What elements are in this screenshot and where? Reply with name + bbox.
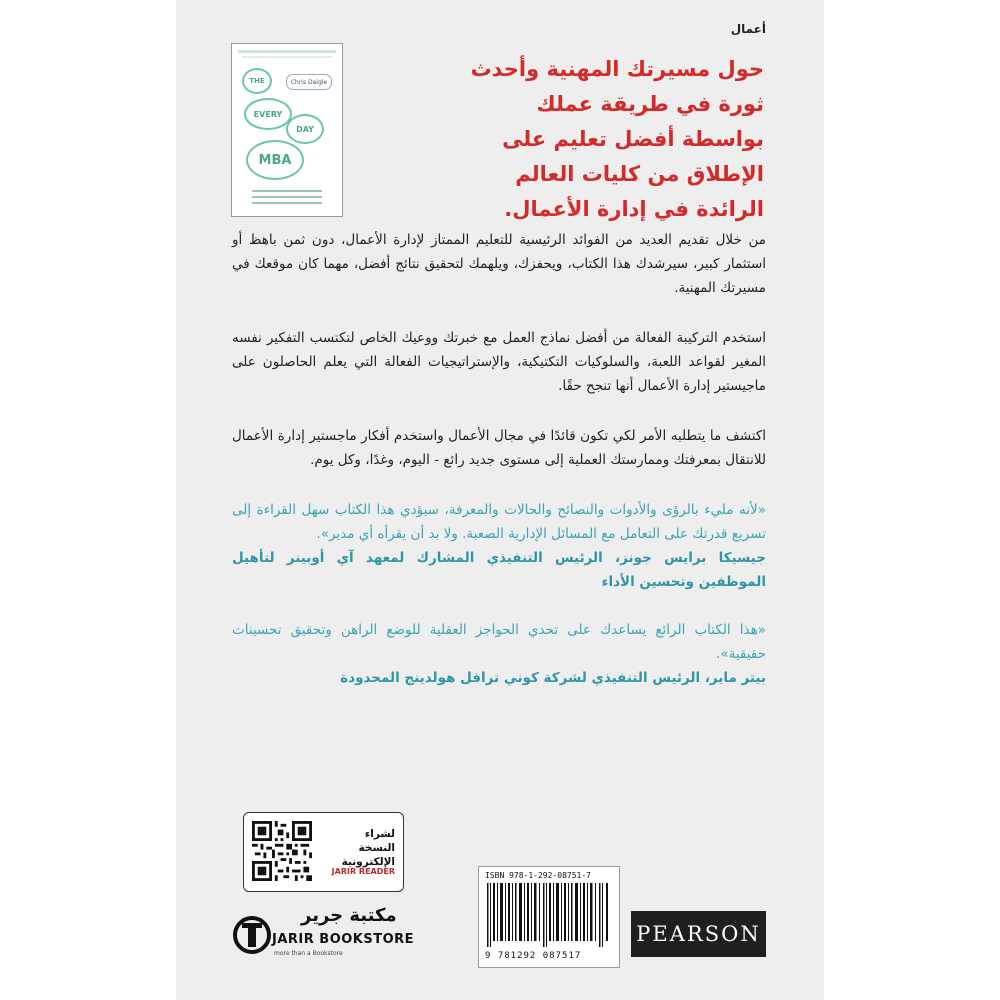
jarir-arabic-name: مكتبة جرير <box>301 905 397 926</box>
ebook-buy-label: لشراء النسخة الإلكترونية <box>341 828 395 868</box>
category-label: أعمال <box>730 22 766 36</box>
thumbnail-blurb-line <box>252 196 322 198</box>
description <box>232 228 766 498</box>
barcode-number: 9 781292 087517 <box>485 951 582 961</box>
thumbnail-blurb-line <box>242 56 332 58</box>
thumbnail-bubble-every: EVERY <box>244 98 292 130</box>
thumbnail-bubble-mba: MBA <box>246 140 304 180</box>
barcode-icon <box>485 883 613 947</box>
jarir-reader-logo: JARIR READER <box>331 867 395 876</box>
quote-2: «هذا الكتاب الرائع يساعدك على تحدي الحواجز العقلية للوضع الراهن وتحقيق تحسينات حقيقية». <box>232 622 766 662</box>
book-back-cover <box>176 0 824 1000</box>
ebook-qr-box[interactable] <box>243 812 404 892</box>
quote-1-attribution: جيسيكا برايس جونز، الرئيس التنفيذي المشارك لمعهد آي أوبينر لتأهيل الموظفين وتحسين الأداء <box>232 550 766 590</box>
thumbnail-bubble-day: DAY <box>286 114 324 144</box>
description-paragraph-3: اكتشف ما يتطلبه الأمر لكي تكون قائدًا في مجال الأعمال واستخدم أفكار ماجستير إدارة الأعمال للانتقال بمعرفتك وممارستك العملية إلى مستوى جديد رائع - اليوم، وغدًا، وكل يوم. <box>232 428 766 468</box>
headline: حول مسيرتك المهنية وأحدث ثورة في طريقة عملك بواسطة أفضل تعليم على الإطلاق من كليات العالم الرائدة في إدارة الأعمال. <box>470 57 764 221</box>
thumbnail-blurb-line <box>252 190 322 192</box>
endorsements <box>232 498 766 690</box>
thumbnail-blurb-line <box>252 202 322 204</box>
qr-code-icon[interactable] <box>252 821 312 881</box>
jarir-tagline: more than a Bookstore <box>274 950 343 957</box>
thumbnail-author: Chris Daigle <box>286 74 332 90</box>
quote-2-attribution: بيتر ماير، الرئيس التنفيذي لشركة كوني ترافل هولدينج المحدودة <box>340 670 766 686</box>
thumbnail-bubble-the: THE <box>242 68 272 94</box>
description-paragraph-1: من خلال تقديم العديد من الفوائد الرئيسية للتعليم الممتاز لإدارة الأعمال، دون ثمن باهظ أو استثمار كبير، سيرشدك هذا الكتاب، ويحفزك، ويلهمك لتحقيق نتائج أفضل، مهما كان موقعك في مسيرتك المهنية. <box>232 232 766 296</box>
quote-1: «لأنه مليء بالرؤى والأدوات والنصائح والحالات والمعرفة، سيؤدي هذا الكتاب سهل القراءة إلى تسريع قدرتك على التعامل مع المسائل الإدارية الصعبة. ولا بد أن يقرأه أي مدير». <box>232 502 766 542</box>
jarir-english-name: JARIR BOOKSTORE <box>272 932 415 947</box>
isbn-text: ISBN 978-1-292-08751-7 <box>485 871 591 880</box>
description-paragraph-2: استخدم التركيبة الفعالة من أفضل نماذج العمل مع خبرتك ووعيك الخاص لتكتسب التفكير نفسه المغير لقواعد اللعبة، والسلوكيات التكتيكية، والإستراتيجيات الفعالة التي يعلم الحاصلون على ماجيستير إدارة الأعمال أنها تنجح حقًا. <box>232 330 766 394</box>
book-cover-thumbnail <box>231 43 343 217</box>
isbn-barcode <box>478 866 620 968</box>
pearson-logo: PEARSON <box>631 911 766 957</box>
thumbnail-blurb-line <box>238 50 336 53</box>
